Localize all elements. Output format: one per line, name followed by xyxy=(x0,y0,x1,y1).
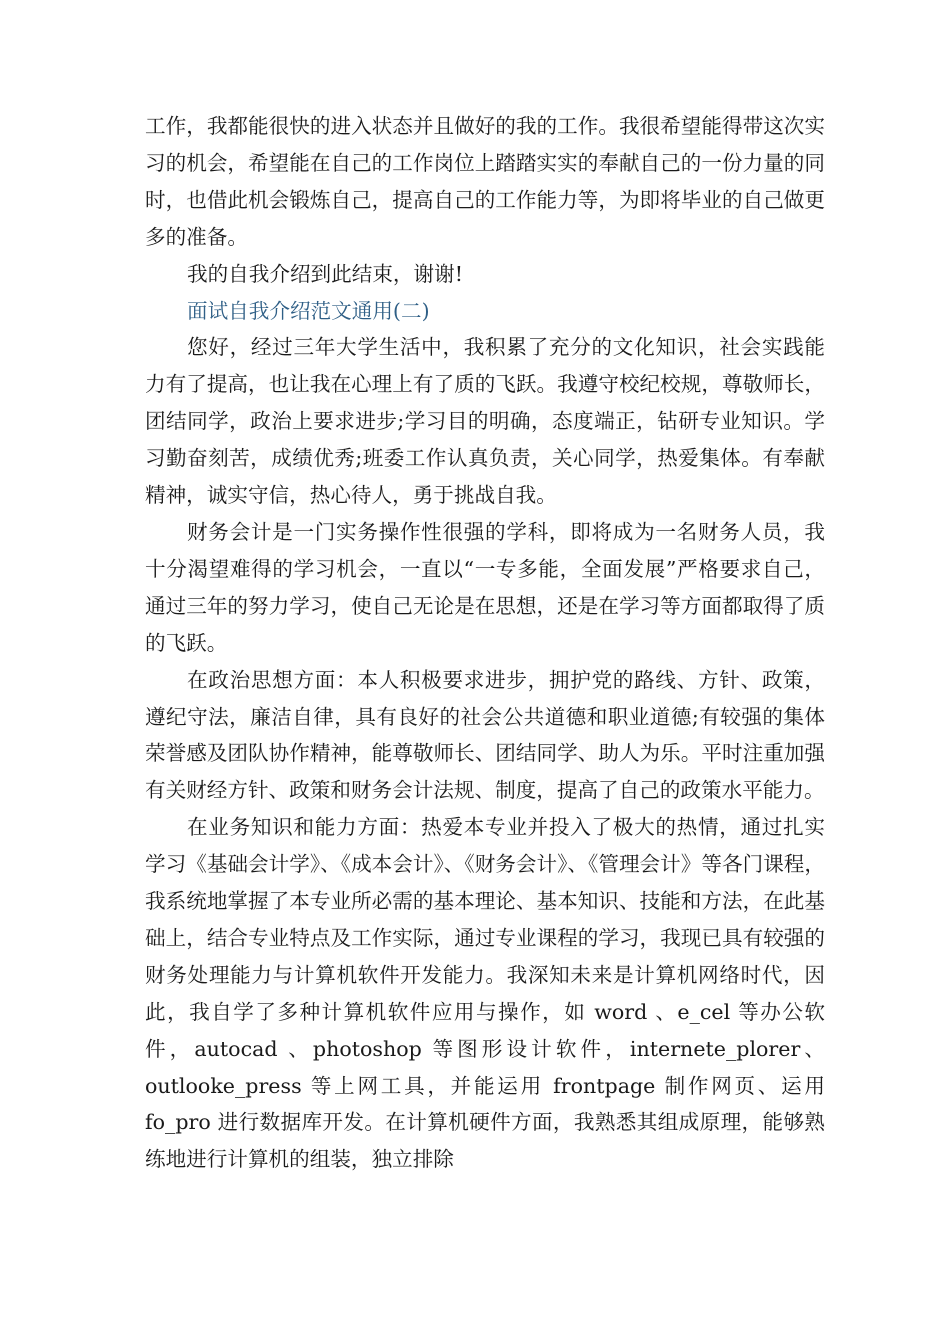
document-body xyxy=(145,108,825,1178)
paragraph-closing: 我的自我介绍到此结束，谢谢! xyxy=(187,261,463,286)
paragraph-professional: 在业务知识和能力方面：热爱本专业并投入了极大的热情，通过扎实学习《基础会计学》、《成本会计》、《财务会计》、《管理会计》等各门课程，我系统地掌握了本专业所必需的基本理论、基本知识、技能和方法，在此基础上，结合专业特点及工作实际，通过专业课程的学习，我现已具有较强的财务处理能力与计算机软件开发能力。我深知未来是计算机网络时代，因此，我自学了多种计算机软件应用与操作，如 word 、e_cel 等办公软件，autocad 、photoshop 等图形设计软件，internete_plorer、outlooke_press 等上网工具，并能运用 frontpage 制作网页、运用 fo_pro 进行数据库开发。在计算机硬件方面，我熟悉其组成原理，能够熟练地进行计算机的组装，独立排除 xyxy=(145,815,825,1172)
paragraph-continuation: 工作，我都能很快的进入状态并且做好的我的工作。我很希望能得带这次实习的机会，希望能在自己的工作岗位上踏踏实实的奉献自己的一份力量的同时，也借此机会锻炼自己，提高自己的工作能力等，为即将毕业的自己做更多的准备。 xyxy=(145,114,825,249)
paragraph-political: 在政治思想方面：本人积极要求进步，拥护党的路线、方针、政策，遵纪守法，廉洁自律，具有良好的社会公共道德和职业道德;有较强的集体荣誉感及团队协作精神，能尊敬师长、团结同学、助人为乐。平时注重加强有关财经方针、政策和财务会计法规、制度，提高了自己的政策水平能力。 xyxy=(145,667,825,803)
section-heading: 面试自我介绍范文通用(二) xyxy=(187,298,430,323)
paragraph-accounting: 财务会计是一门实务操作性很强的学科，即将成为一名财务人员，我十分渴望难得的学习机会，一直以“一专多能，全面发展”严格要求自己，通过三年的努力学习，使自己无论是在思想，还是在学习等方面都取得了质的飞跃。 xyxy=(145,519,825,655)
paragraph-introduction: 您好，经过三年大学生活中，我积累了充分的文化知识，社会实践能力有了提高，也让我在心理上有了质的飞跃。我遵守校纪校规，尊敬师长，团结同学，政治上要求进步;学习目的明确，态度端正，钻研专业知识。学习勤奋刻苦，成绩优秀;班委工作认真负责，关心同学，热爱集体。有奉献精神，诚实守信，热心待人，勇于挑战自我。 xyxy=(145,335,825,508)
